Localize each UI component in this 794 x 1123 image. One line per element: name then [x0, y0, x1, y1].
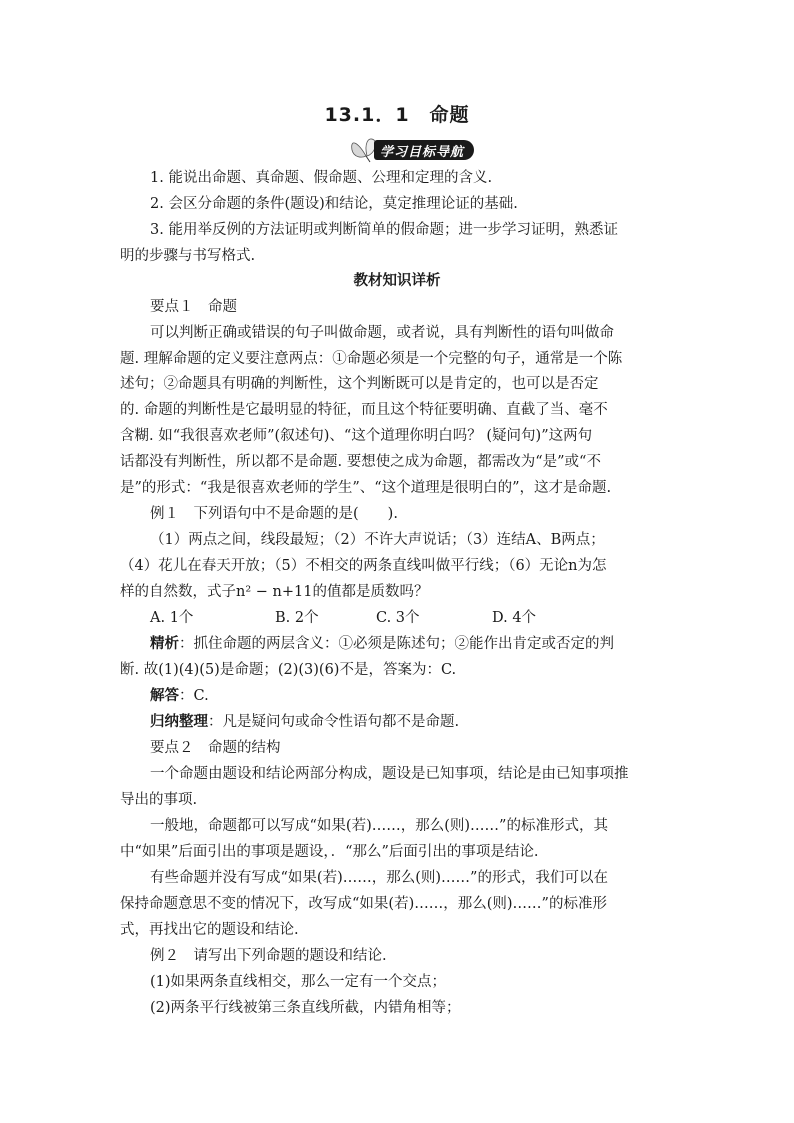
answer-text: ：C. [179, 688, 209, 704]
point2-heading: 要点２ 命题的结构 [150, 740, 281, 756]
point2-line: 一般地，命题都可以写成“如果(若)……，那么(则)……”的标准形式，其 [150, 818, 608, 834]
analysis-line [150, 634, 614, 654]
point1-heading: 要点１ 命题 [150, 299, 237, 315]
point1-line: 题. 理解命题的定义要注意两点：①命题必须是一个完整的句子，通常是一个陈 [120, 351, 623, 367]
option-c: C. 3个 [376, 610, 420, 626]
point1-line: 是”的形式：“我是很喜欢老师的学生”、“这个道理是很明白的”，这才是命题. [120, 480, 612, 496]
option-d: D. 4个 [492, 610, 537, 626]
example1-item-line: 样的自然数，式子n² − n+11的值都是质数吗？ [120, 584, 429, 600]
summary-label: 归纳整理 [150, 713, 208, 730]
point2-line: 有些命题并没有写成“如果(若)……，那么(则)……”的形式，我们可以在 [150, 870, 608, 886]
point1-line: 含糊. 如“我很喜欢老师”(叙述句)、“这个道理你明白吗？ (疑问句)”这两句 [120, 428, 593, 444]
point2-line: 导出的事项. [120, 792, 198, 808]
point1-line: 述句；②命题具有明确的判断性，这个判断既可以是肯定的，也可以是否定 [120, 376, 599, 392]
analysis-label: 精析 [150, 635, 179, 652]
objective-line: 1. 能说出命题、真命题、假命题、公理和定理的含义. [150, 170, 493, 186]
banner-label: 学习目标导航 [380, 145, 465, 160]
objective-line: 2. 会区分命题的条件(题设)和结论，莫定推理论证的基础. [150, 196, 518, 212]
section-heading: 教材知识详析 [353, 272, 441, 289]
objective-line: 3. 能用举反例的方法证明或判断简单的假命题；进一步学习证明，熟悉证 [150, 222, 618, 238]
learning-objectives-banner [348, 134, 474, 162]
example2-question: 例２ 请写出下列命题的题设和结论. [150, 948, 387, 964]
page-title: 13.1．1 命题 [324, 104, 470, 126]
point1-line: 可以判断正确或错误的句子叫做命题，或者说，具有判断性的语句叫做命 [150, 325, 614, 341]
example1-question: 例１ 下列语句中不是命题的是( ). [150, 506, 398, 522]
analysis-text: ：抓住命题的两层含义：①必须是陈述句；②能作出肯定或否定的判 [179, 636, 614, 652]
option-b: B. 2个 [275, 610, 319, 626]
answer-label: 解答 [150, 687, 179, 704]
point1-line: 的. 命题的判断性是它最明显的特征，而且这个特征要明确、直截了当、毫不 [120, 402, 608, 418]
point1-line: 话都没有判断性，所以都不是命题. 要想使之成为命题，都需改为“是”或“不 [120, 454, 601, 470]
point2-line: 保持命题意思不变的情况下，改写成“如果(若)……，那么(则)……”的标准形 [120, 896, 607, 912]
point2-line: 中“如果”后面引出的事项是题设，．“那么”后面引出的事项是结论. [120, 844, 539, 860]
point2-line: 式，再找出它的题设和结论. [120, 922, 299, 938]
example2-item: (2)两条平行线被第三条直线所截，内错角相等； [150, 1000, 461, 1016]
summary-line [150, 712, 459, 732]
objective-line: 明的步骤与书写格式. [120, 248, 256, 264]
analysis-line: 断. 故(1)(4)(5)是命题；(2)(3)(6)不是，答案为：C. [120, 662, 457, 678]
option-a: A. 1个 [150, 610, 194, 626]
answer-line [150, 686, 209, 706]
point2-line: 一个命题由题设和结论两部分构成，题设是已知事项，结论是由已知事项推 [150, 766, 629, 782]
example1-item-line: （1）两点之间，线段最短；（2）不许大声说话；（3）连结A、B两点； [150, 532, 605, 548]
example1-item-line: （4）花儿在春天开放；（5）不相交的两条直线叫做平行线；（6）无论n为怎 [120, 558, 607, 574]
summary-text: ：凡是疑问句或命令性语句都不是命题. [208, 714, 460, 730]
example2-item: (1)如果两条直线相交，那么一定有一个交点； [150, 974, 447, 990]
